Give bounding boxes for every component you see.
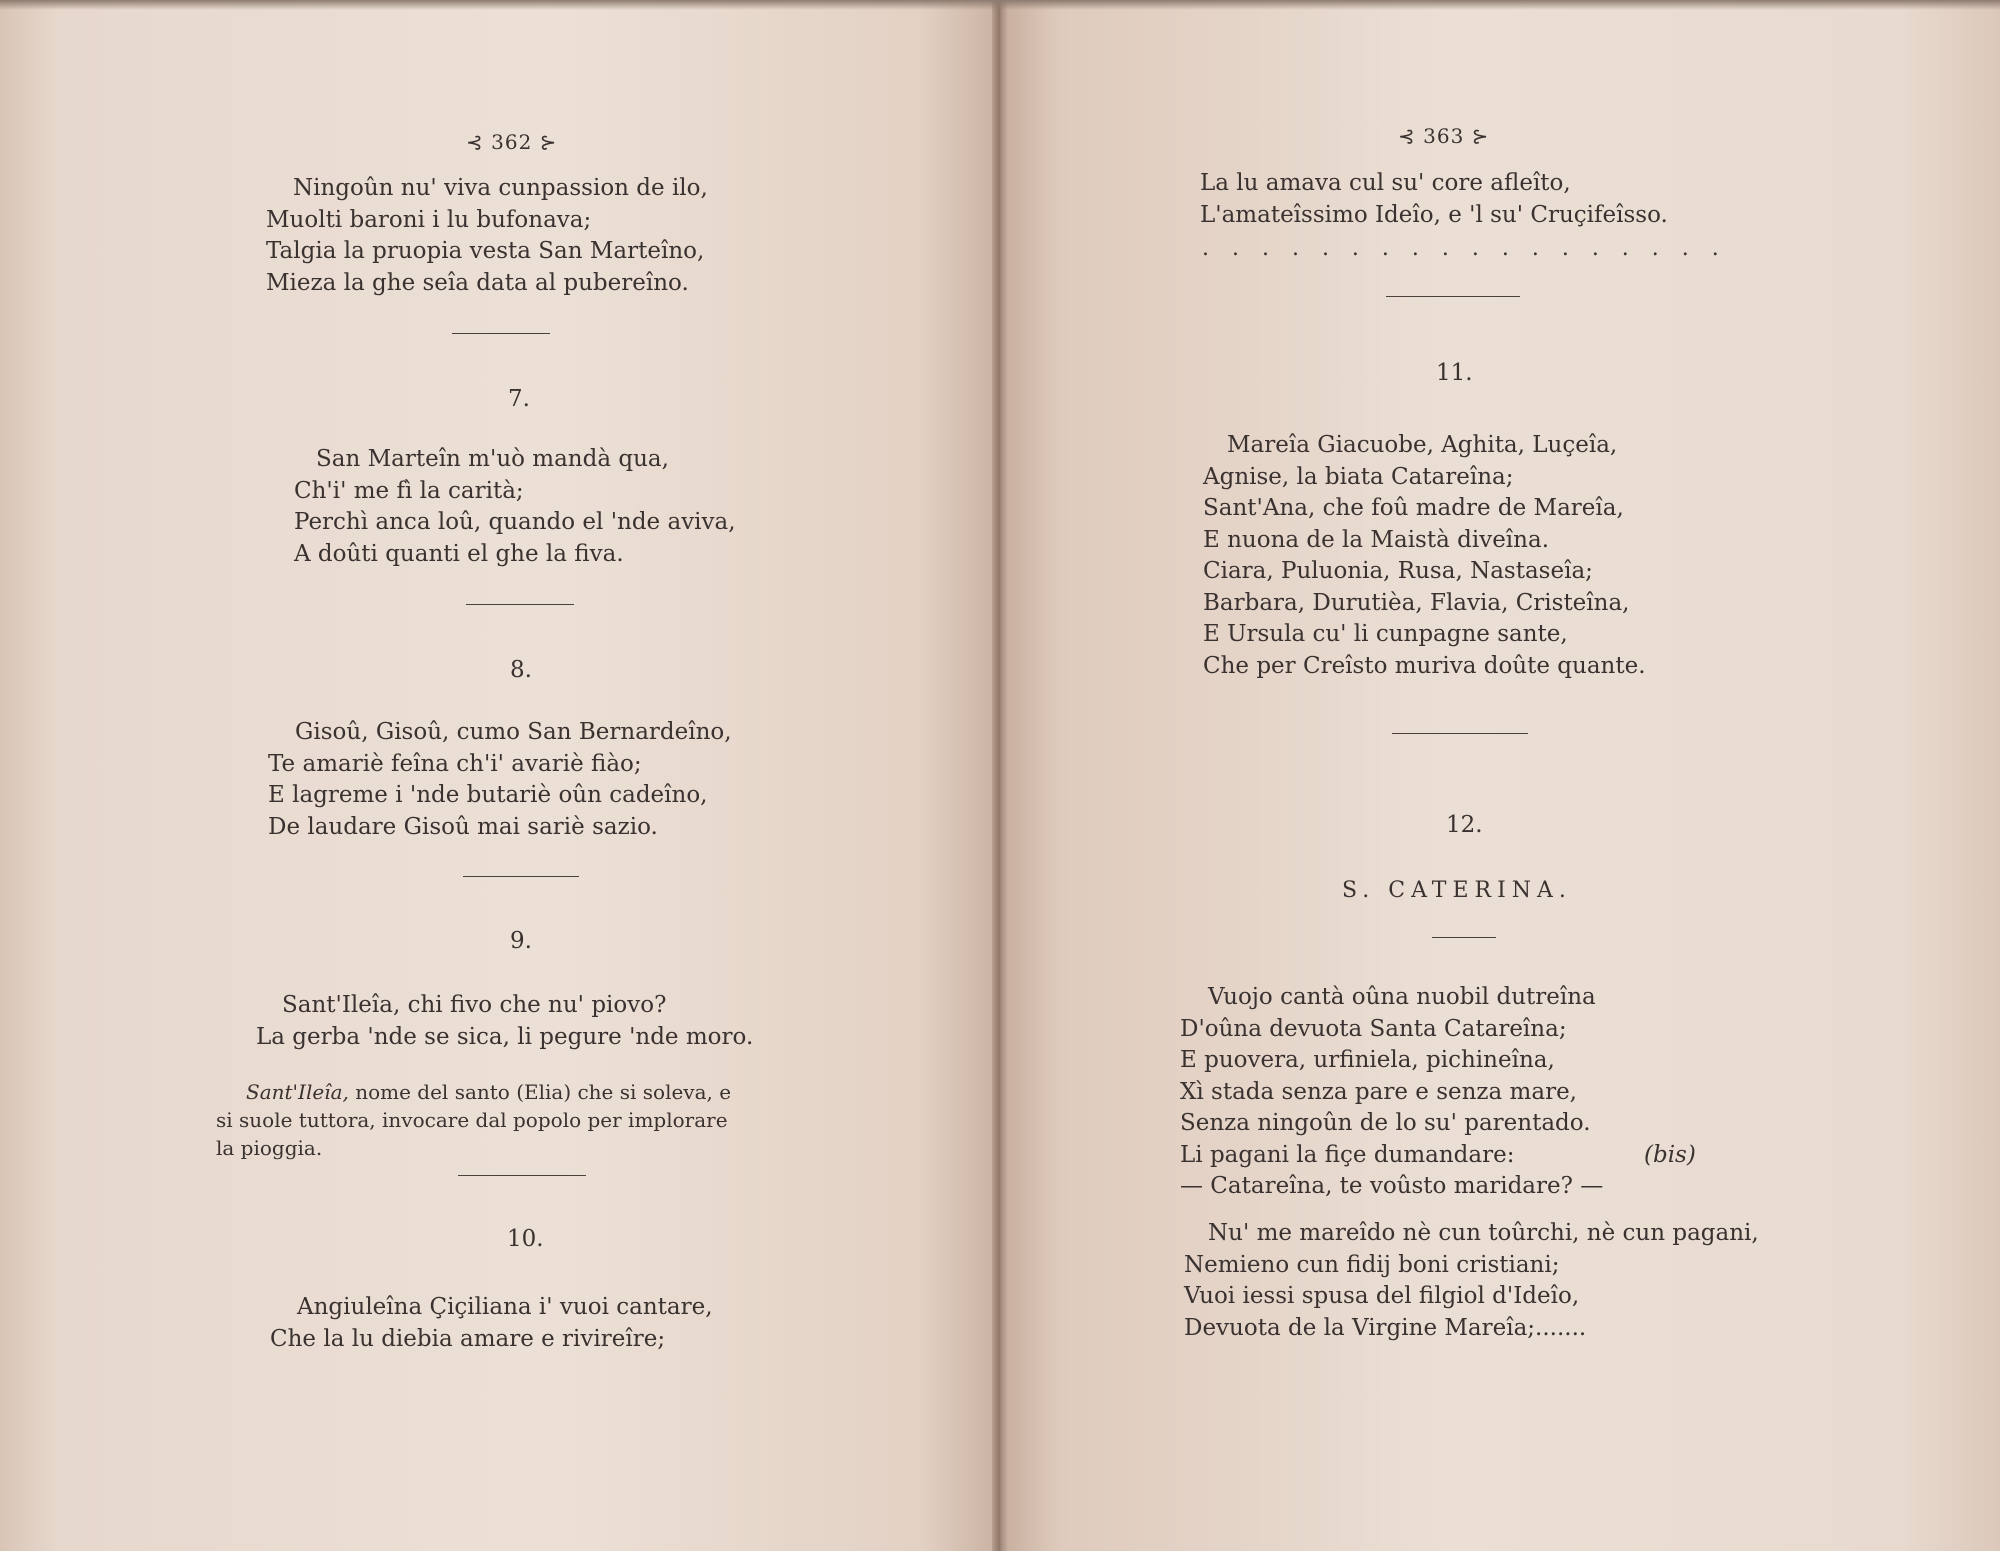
verse-line: Perchì anca loû, quando el 'nde aviva,: [294, 509, 736, 535]
verse-line: Ch'i' me fì la carità;: [294, 477, 524, 504]
footnote-9: [216, 1078, 731, 1162]
footnote-text: si suole tuttora, invocare dal popolo per implorare: [216, 1108, 728, 1132]
ellipsis-line: . . . . . . . . . . . . . . . . . .: [1202, 236, 1727, 261]
verse-line: Vuoi iessi spusa del filgiol d'Ideîo,: [1184, 1283, 1580, 1309]
verse-line: L'amateîssimo Ideîo, e 'l su' Cruçifeîsso.: [1200, 201, 1668, 228]
section-rule: [452, 333, 550, 334]
verse-line: Xì stada senza pare e senza mare,: [1180, 1078, 1577, 1105]
stanza-6: [266, 173, 708, 299]
verse-line: Ningoûn nu' viva cunpassion de ilo,: [293, 175, 708, 201]
footnote-term: Sant'Ileîa,: [246, 1080, 349, 1104]
verse-line: Barbara, Durutièa, Flavia, Cristeîna,: [1203, 589, 1630, 616]
section-rule: [1392, 733, 1528, 734]
section-rule: [1386, 296, 1520, 297]
stanza-10: [270, 1292, 713, 1355]
stanza-12b: [1184, 1218, 1759, 1344]
verse-line: Gisoû, Gisoû, cumo San Bernardeîno,: [295, 719, 732, 745]
verse-line: Devuota de la Virgine Mareîa;.......: [1184, 1314, 1587, 1341]
section-rule: [1432, 937, 1496, 938]
bis-marker: (bis): [1644, 1142, 1696, 1168]
verse-line: Nemieno cun fidij boni cristiani;: [1184, 1251, 1560, 1278]
section-rule: [466, 604, 574, 605]
verse-line: E puovera, urfiniela, pichineîna,: [1180, 1047, 1555, 1073]
verse-line: Muolti baroni i lu bufonava;: [266, 206, 592, 233]
verse-line: D'oûna devuota Santa Catareîna;: [1180, 1015, 1567, 1042]
verse-line: Mieza la ghe seîa data al pubereîno.: [266, 269, 689, 296]
book-gutter: [992, 0, 1008, 1551]
verse-line: E nuona de la Maistà diveîna.: [1203, 526, 1549, 553]
verse-line: De laudare Gisoû mai sariè sazio.: [268, 813, 658, 840]
section-rule: [463, 876, 579, 877]
verse-line: E Ursula cu' li cunpagne sante,: [1203, 621, 1568, 647]
verse-line: — Catareîna, te voûsto maridare? —: [1180, 1173, 1604, 1199]
verse-line: La gerba 'nde se sica, li pegure 'nde moro.: [256, 1023, 754, 1050]
page-edge-shadow: [0, 0, 2000, 10]
verse-line: Angiuleîna Çiçiliana i' vuoi cantare,: [297, 1294, 713, 1320]
footnote-text: la pioggia.: [216, 1136, 323, 1160]
verse-line: Sant'Ana, che foû madre de Mareîa,: [1203, 495, 1624, 521]
section-number-9: 9.: [510, 928, 532, 954]
verse-line: A doûti quanti el ghe la fiva.: [294, 540, 624, 567]
page-number-right: ⊰ 363 ⊱: [1398, 124, 1490, 148]
stanza-8: [268, 717, 732, 843]
verse-line: Che per Creîsto muriva doûte quante.: [1203, 652, 1646, 679]
section-number-7: 7.: [508, 386, 530, 412]
footnote-text: nome del santo (Elia) che si soleva, e: [348, 1080, 732, 1104]
section-number-11: 11.: [1436, 360, 1473, 386]
verse-line: La lu amava cul su' core afleîto,: [1200, 170, 1571, 196]
verse-line: Te amariè feîna ch'i' avariè fiào;: [268, 750, 642, 777]
section-number-12: 12.: [1446, 812, 1483, 838]
verse-line: Che la lu diebia amare e rivireîre;: [270, 1325, 666, 1352]
verse-line: San Marteîn m'uò mandà qua,: [316, 446, 669, 472]
verse-line: Ciara, Puluonia, Rusa, Nastaseîa;: [1203, 558, 1593, 584]
verse-line: Li pagani la fiçe dumandare:: [1180, 1141, 1515, 1168]
section-number-8: 8.: [510, 657, 532, 683]
stanza-9: [256, 990, 753, 1053]
section-rule: [458, 1175, 586, 1176]
verse-line: Agnise, la biata Catareîna;: [1203, 463, 1514, 490]
verse-line: Sant'Ileîa, chi fivo che nu' piovo?: [282, 992, 667, 1018]
stanza-11: [1203, 430, 1646, 682]
stanza-10-continued: [1200, 168, 1668, 231]
verse-line: Vuojo cantà oûna nuobil dutreîna: [1208, 984, 1596, 1010]
verse-line: Nu' me mareîdo nè cun toûrchi, nè cun pagani,: [1208, 1220, 1759, 1246]
section-title-12: S. CATERINA.: [1342, 878, 1572, 903]
verse-line: Senza ningoûn de lo su' parentado.: [1180, 1110, 1591, 1136]
verse-line: Talgia la pruopia vesta San Marteîno,: [266, 238, 705, 264]
stanza-7: [294, 444, 736, 570]
verse-line: E lagreme i 'nde butariè oûn cadeîno,: [268, 782, 708, 808]
verse-line: Mareîa Giacuobe, Aghita, Luçeîa,: [1227, 432, 1618, 458]
stanza-12a: [1180, 982, 1603, 1203]
page-number-left: ⊰ 362 ⊱: [466, 130, 558, 154]
section-number-10: 10.: [507, 1226, 544, 1252]
